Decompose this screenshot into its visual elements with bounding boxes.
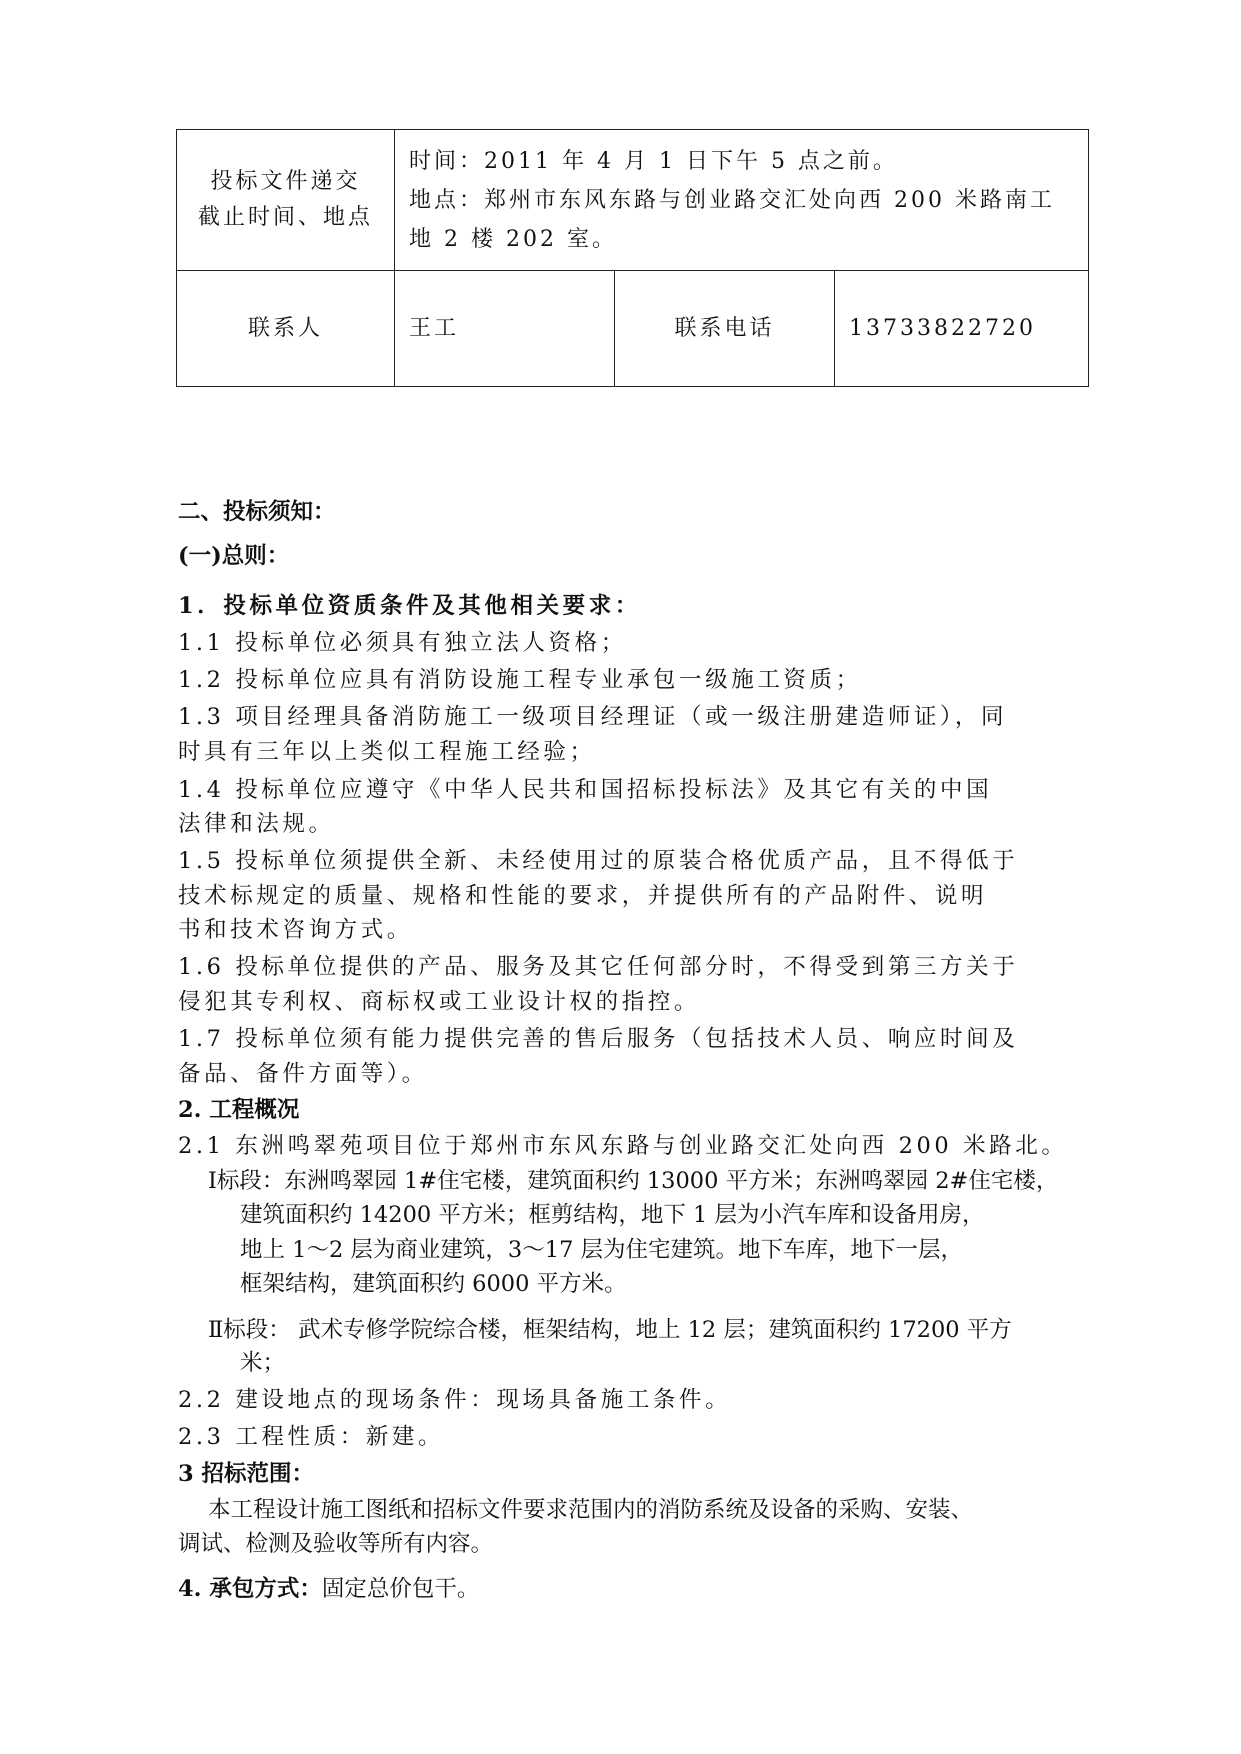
scope-line-1: 本工程设计施工图纸和招标文件要求范围内的消防系统及设备的采购、安装、 — [208, 1497, 974, 1523]
heading-3: 3 招标范围： — [178, 1461, 314, 1487]
deadline-value-cell — [395, 130, 1089, 271]
segment-1-line-1: Ⅰ标段：东洲鸣翠园 1#住宅楼，建筑面积约 13000 平方米；东洲鸣翠园 2#住宅楼， — [208, 1168, 1059, 1194]
segment-1-line-3: 地上 1～2 层为商业建筑，3～17 层为住宅建筑。地下车库，地下一层， — [240, 1237, 964, 1263]
clause-2-3: 2.3 工程性质：新建。 — [178, 1424, 445, 1450]
clause-1-7-line-1: 1.7 投标单位须有能力提供完善的售后服务（包括技术人员、响应时间及 — [178, 1026, 1019, 1052]
segment-1-line-4: 框架结构，建筑面积约 6000 平方米。 — [240, 1271, 627, 1297]
clause-2-2: 2.2 建设地点的现场条件：现场具备施工条件。 — [178, 1387, 732, 1413]
contact-row — [177, 271, 1089, 387]
clause-1-3-line-1: 1.3 项目经理具备消防施工一级项目经理证（或一级注册建造师证），同 — [178, 704, 1008, 730]
heading-4 — [178, 1573, 1083, 1606]
phone-value: 13733822720 — [835, 271, 1089, 387]
heading-2: 2. 工程概况 — [178, 1097, 300, 1123]
general-title: (一)总则： — [178, 543, 290, 569]
clause-1-4-line-1: 1.4 投标单位应遵守《中华人民共和国招标投标法》及其它有关的中国 — [178, 777, 993, 803]
tender-info-table — [176, 129, 1089, 387]
clause-1-1: 1.1 投标单位必须具有独立法人资格； — [178, 630, 627, 656]
clause-2-1: 2.1 东洲鸣翠苑项目位于郑州市东风东路与创业路交汇处向西 200 米路北。 — [178, 1133, 1068, 1159]
clause-1-6-line-1: 1.6 投标单位提供的产品、服务及其它任何部分时，不得受到第三方关于 — [178, 954, 1019, 980]
segment-2-line-2: 米； — [240, 1350, 286, 1376]
contract-method-value: 固定总价包干。 — [321, 1576, 480, 1602]
clause-1-5-line-2: 技术标规定的质量、规格和性能的要求，并提供所有的产品附件、说明 — [178, 883, 988, 909]
deadline-label-line-2: 截止时间、地点 — [197, 205, 373, 230]
contract-method-label: 4. 承包方式： — [178, 1576, 322, 1602]
segment-1-line-2: 建筑面积约 14200 平方米；框剪结构，地下 1 层为小汽车库和设备用房， — [240, 1202, 985, 1228]
contact-label: 联系人 — [177, 271, 395, 387]
heading-1: 1．投标单位资质条件及其他相关要求： — [178, 593, 641, 619]
clause-1-3-line-2: 时具有三年以上类似工程施工经验； — [178, 739, 596, 765]
deadline-time: 时间：2011 年 4 月 1 日下午 5 点之前。 — [409, 148, 898, 174]
deadline-place-line-2: 地 2 楼 202 室。 — [409, 226, 617, 252]
deadline-row — [177, 130, 1089, 271]
phone-label: 联系电话 — [615, 271, 835, 387]
clause-1-4-line-2: 法律和法规。 — [178, 811, 335, 837]
clause-1-5-line-1: 1.5 投标单位须提供全新、未经使用过的原装合格优质产品，且不得低于 — [178, 848, 1019, 874]
deadline-label-cell — [177, 130, 395, 271]
section-title: 二、投标须知： — [178, 499, 336, 525]
contact-name: 王工 — [395, 271, 615, 387]
deadline-label-line-1: 投标文件递交 — [210, 169, 361, 194]
clause-1-6-line-2: 侵犯其专利权、商标权或工业设计权的指控。 — [178, 989, 701, 1015]
segment-2-line-1: Ⅱ标段： 武术专修学院综合楼，框架结构，地上 12 层；建筑面积约 17200 平方 — [208, 1317, 1012, 1343]
scope-line-2: 调试、检测及验收等所有内容。 — [178, 1531, 494, 1557]
clause-1-7-line-2: 备品、备件方面等）。 — [178, 1061, 428, 1087]
deadline-place-line-1: 地点：郑州市东风东路与创业路交汇处向西 200 米路南工 — [409, 187, 1055, 213]
clause-1-2: 1.2 投标单位应具有消防设施工程专业承包一级施工资质； — [178, 667, 862, 693]
clause-1-5-line-3: 书和技术咨询方式。 — [178, 917, 413, 943]
